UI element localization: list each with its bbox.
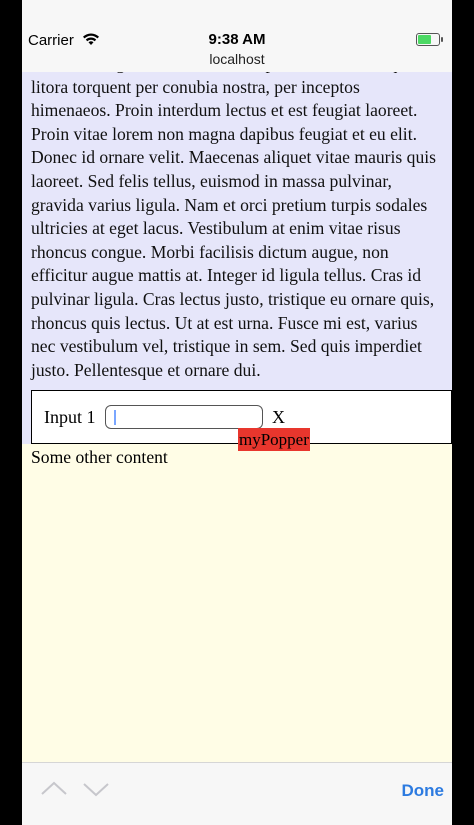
clear-x-label[interactable]: X — [272, 407, 285, 427]
phone-screen — [22, 0, 452, 825]
battery-icon — [416, 33, 440, 46]
input-1-field[interactable] — [105, 405, 263, 429]
chevron-up-icon[interactable] — [40, 779, 68, 799]
carrier-label: Carrier — [28, 32, 74, 49]
web-content[interactable] — [22, 72, 452, 762]
my-popper: myPopper — [239, 430, 309, 449]
other-content-text: Some other content — [31, 447, 168, 467]
input-label: Input 1 — [44, 407, 96, 427]
url-label[interactable]: localhost — [209, 51, 265, 67]
done-button[interactable]: Done — [401, 781, 444, 800]
lorem-paragraph: litora torquent per conubia nostra, per inceptos himenaeos. Proin interdum lectus et est feugiat laoreet. Proin vitae lorem non magna dapibus feugiat et eu elit. Donec id ornare velit. Maecenas aliquet vitae mauris quis laoreet. Sed felis tellus, euismod in massa pulvinar, gravida varius ligula. Nam et orci pretium turpis sodales ultricies at eget lacus. Vestibulum at enim vitae risus rhoncus congue. Morbi facilisis dictum augue, non efficitur augue mattis at. Integer id ligula tellus. Cras id pulvinar ligula. Cras lectus justo, tristique eu ornare quis, rhoncus quis lectus. Ut at est urna. Fusce mi est, varius nec vestibulum vel, tristique in sem. Sed quis imperdiet justo. Pellentesque et ornare dui. — [31, 76, 436, 380]
battery-tip — [441, 37, 443, 42]
chevron-down-icon[interactable] — [82, 779, 110, 799]
text-caret — [114, 410, 116, 425]
keyboard-accessory-toolbar — [22, 762, 452, 825]
clock-time: 9:38 AM — [208, 31, 266, 48]
battery-fill — [418, 35, 431, 44]
status-bar — [22, 0, 452, 72]
other-content-section — [22, 444, 452, 762]
